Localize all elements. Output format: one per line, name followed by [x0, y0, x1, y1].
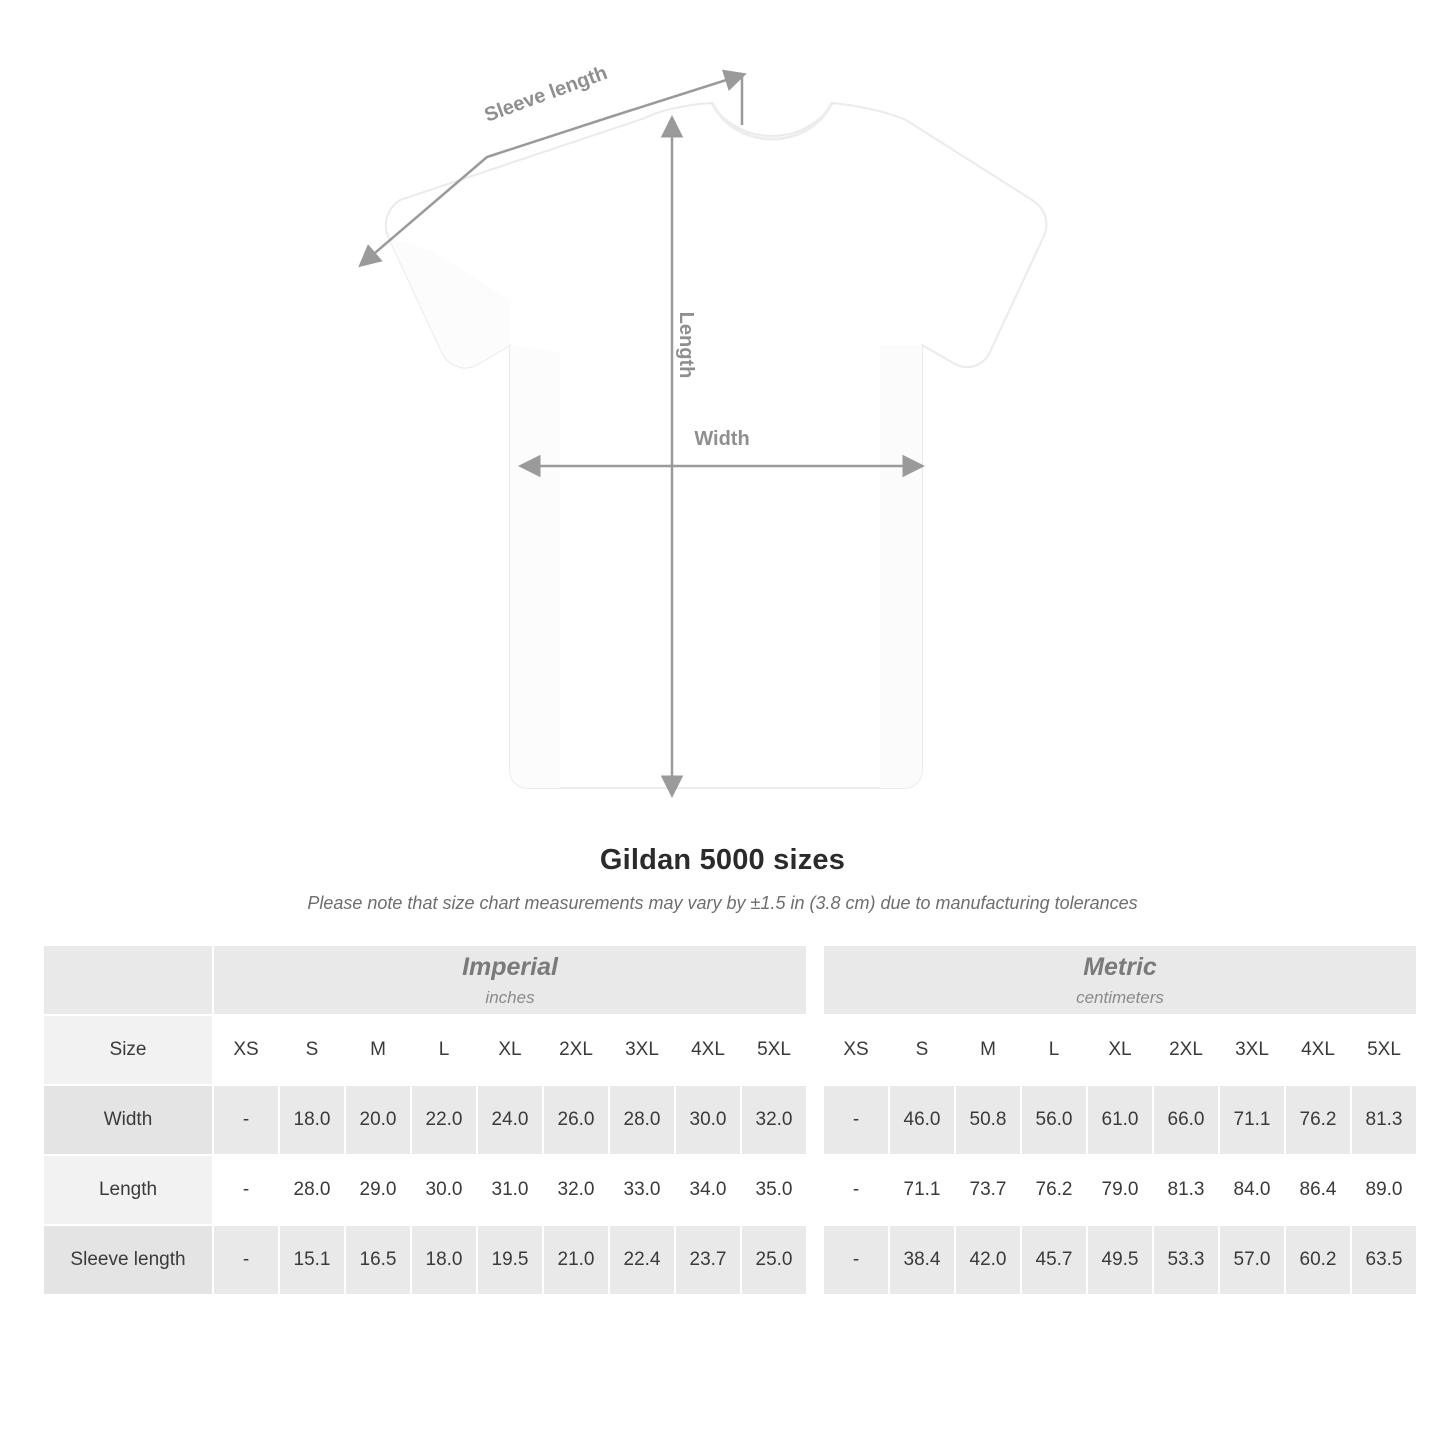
- row-label-sleeve-length: Sleeve length: [43, 1225, 213, 1295]
- cell-sleeve-imperial-s: 15.1: [279, 1225, 345, 1295]
- cell-sleeve-imperial-2xl: 21.0: [543, 1225, 609, 1295]
- cell-width-imperial-4xl: 30.0: [675, 1085, 741, 1155]
- col-head-metric-l: L: [1021, 1015, 1087, 1085]
- cell-sleeve-metric-4xl: 60.2: [1285, 1225, 1351, 1295]
- unit-metric-name: Metric: [1083, 953, 1157, 982]
- cell-sleeve-imperial-xs: -: [213, 1225, 279, 1295]
- tolerance-note: Please note that size chart measurements may vary by ±1.5 in (3.8 cm) due to manufacturing tolerances: [307, 893, 1138, 913]
- sleeve-label: Sleeve length: [481, 61, 611, 127]
- cell-length-metric-xl: 79.0: [1087, 1155, 1153, 1225]
- cell-length-metric-4xl: 86.4: [1285, 1155, 1351, 1225]
- col-head-imperial-3xl: 3XL: [609, 1015, 675, 1085]
- cell-width-imperial-l: 22.0: [411, 1085, 477, 1155]
- col-head-metric-2xl: 2XL: [1153, 1015, 1219, 1085]
- cell-length-metric-3xl: 84.0: [1219, 1155, 1285, 1225]
- row-label-width: Width: [43, 1085, 213, 1155]
- cell-sleeve-imperial-xl: 19.5: [477, 1225, 543, 1295]
- cell-sleeve-imperial-4xl: 23.7: [675, 1225, 741, 1295]
- col-head-imperial-2xl: 2XL: [543, 1015, 609, 1085]
- col-head-imperial-5xl: 5XL: [741, 1015, 807, 1085]
- row-label-length: Length: [43, 1155, 213, 1225]
- size-label: Size: [43, 1015, 213, 1085]
- cell-width-metric-4xl: 76.2: [1285, 1085, 1351, 1155]
- cell-sleeve-metric-s: 38.4: [889, 1225, 955, 1295]
- unit-imperial: [213, 945, 807, 1015]
- cell-length-metric-5xl: 89.0: [1351, 1155, 1417, 1225]
- cell-width-imperial-xl: 24.0: [477, 1085, 543, 1155]
- cell-width-imperial-m: 20.0: [345, 1085, 411, 1155]
- cell-length-imperial-m: 29.0: [345, 1155, 411, 1225]
- table-row: [43, 1155, 1417, 1225]
- width-label: Width: [694, 428, 750, 450]
- col-head-imperial-xs: XS: [213, 1015, 279, 1085]
- cell-width-metric-l: 56.0: [1021, 1085, 1087, 1155]
- cell-length-imperial-5xl: 35.0: [741, 1155, 807, 1225]
- cell-sleeve-metric-2xl: 53.3: [1153, 1225, 1219, 1295]
- table-row: [43, 1225, 1417, 1295]
- cell-sleeve-metric-3xl: 57.0: [1219, 1225, 1285, 1295]
- cell-length-metric-m: 73.7: [955, 1155, 1021, 1225]
- size-table: [42, 944, 1418, 1296]
- col-head-metric-s: S: [889, 1015, 955, 1085]
- cell-length-imperial-xs: -: [213, 1155, 279, 1225]
- unit-imperial-name: Imperial: [462, 953, 558, 982]
- unit-header-row: [43, 945, 1417, 1015]
- cell-width-metric-2xl: 66.0: [1153, 1085, 1219, 1155]
- col-head-metric-5xl: 5XL: [1351, 1015, 1417, 1085]
- cell-sleeve-metric-xs: -: [823, 1225, 889, 1295]
- unit-spacer: [807, 945, 823, 1015]
- cell-width-metric-s: 46.0: [889, 1085, 955, 1155]
- cell-width-imperial-3xl: 28.0: [609, 1085, 675, 1155]
- cell-sleeve-metric-m: 42.0: [955, 1225, 1021, 1295]
- col-head-imperial-m: M: [345, 1015, 411, 1085]
- cell-width-metric-3xl: 71.1: [1219, 1085, 1285, 1155]
- cell-width-metric-5xl: 81.3: [1351, 1085, 1417, 1155]
- cell-sleeve-imperial-l: 18.0: [411, 1225, 477, 1295]
- cell-sleeve-metric-l: 45.7: [1021, 1225, 1087, 1295]
- size-table-wrap: [42, 944, 1403, 1296]
- unit-imperial-sub: inches: [485, 987, 535, 1007]
- cell-sleeve-imperial-3xl: 22.4: [609, 1225, 675, 1295]
- col-head-metric-3xl: 3XL: [1219, 1015, 1285, 1085]
- cell-length-imperial-s: 28.0: [279, 1155, 345, 1225]
- cell-length-metric-xs: -: [823, 1155, 889, 1225]
- cell-length-metric-2xl: 81.3: [1153, 1155, 1219, 1225]
- cell-length-imperial-3xl: 33.0: [609, 1155, 675, 1225]
- row-spacer: [807, 1225, 823, 1295]
- length-label: Length: [675, 311, 697, 379]
- cell-width-imperial-2xl: 26.0: [543, 1085, 609, 1155]
- unit-corner-cell: [43, 945, 213, 1015]
- col-head-metric-xl: XL: [1087, 1015, 1153, 1085]
- cell-width-imperial-5xl: 32.0: [741, 1085, 807, 1155]
- page-title: Gildan 5000 sizes: [599, 844, 846, 876]
- cell-sleeve-imperial-5xl: 25.0: [741, 1225, 807, 1295]
- cell-sleeve-metric-5xl: 63.5: [1351, 1225, 1417, 1295]
- table-row: [43, 1085, 1417, 1155]
- cell-length-imperial-l: 30.0: [411, 1155, 477, 1225]
- cell-length-imperial-xl: 31.0: [477, 1155, 543, 1225]
- cell-width-imperial-xs: -: [213, 1085, 279, 1155]
- col-head-imperial-s: S: [279, 1015, 345, 1085]
- cell-sleeve-imperial-m: 16.5: [345, 1225, 411, 1295]
- col-head-imperial-xl: XL: [477, 1015, 543, 1085]
- cell-length-metric-l: 76.2: [1021, 1155, 1087, 1225]
- cell-length-metric-s: 71.1: [889, 1155, 955, 1225]
- col-head-metric-xs: XS: [823, 1015, 889, 1085]
- size-header-row: [43, 1015, 1417, 1085]
- cell-width-imperial-s: 18.0: [279, 1085, 345, 1155]
- col-head-imperial-4xl: 4XL: [675, 1015, 741, 1085]
- col-head-metric-m: M: [955, 1015, 1021, 1085]
- header-spacer: [807, 1015, 823, 1085]
- cell-width-metric-m: 50.8: [955, 1085, 1021, 1155]
- cell-length-imperial-4xl: 34.0: [675, 1155, 741, 1225]
- row-spacer: [807, 1085, 823, 1155]
- cell-width-metric-xl: 61.0: [1087, 1085, 1153, 1155]
- unit-metric-sub: centimeters: [1076, 987, 1164, 1007]
- cell-width-metric-xs: -: [823, 1085, 889, 1155]
- row-spacer: [807, 1155, 823, 1225]
- cell-sleeve-metric-xl: 49.5: [1087, 1225, 1153, 1295]
- unit-metric: [823, 945, 1417, 1015]
- col-head-imperial-l: L: [411, 1015, 477, 1085]
- col-head-metric-4xl: 4XL: [1285, 1015, 1351, 1085]
- cell-length-imperial-2xl: 32.0: [543, 1155, 609, 1225]
- chart-heading: [0, 844, 1445, 914]
